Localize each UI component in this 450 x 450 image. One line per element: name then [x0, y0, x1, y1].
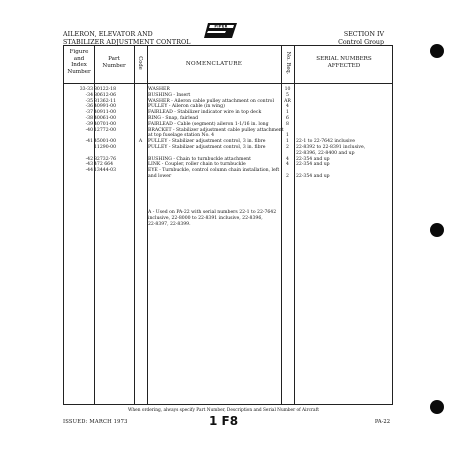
quantity-cell: 4	[286, 156, 289, 162]
nomenclature-cell: at top fuselage station No. 4	[148, 133, 215, 139]
part-number-cell: 80122-18	[94, 87, 117, 92]
figure-index-cell: -37	[85, 110, 93, 116]
serial-cell: 22-8392 to 22-8391 inclusive,	[296, 145, 366, 150]
figure-index-cell: -38	[85, 116, 93, 121]
code-note	[148, 210, 276, 227]
quantity-cell: 6	[286, 116, 289, 121]
binder-hole-middle	[430, 223, 444, 237]
section-label	[338, 31, 384, 46]
code-cell: A	[138, 139, 143, 145]
quantity-cell: 2	[286, 174, 289, 179]
part-number-cell: 80612-06	[94, 92, 117, 98]
quantity-cell: 10	[284, 87, 291, 92]
figure-index-cell: 33-33	[79, 87, 93, 92]
part-number-cell: 82732-76	[94, 156, 117, 162]
figure-index-cell: -35	[85, 98, 93, 104]
quantity-cell: 5	[286, 92, 289, 98]
page-code: PA-22	[374, 419, 390, 425]
code-note-line: A - Used on PA-22 with serial numbers 22-1 to 22-7642	[148, 210, 277, 215]
part-number-header: Part Number	[102, 56, 126, 69]
part-number-cell: 40701-00	[94, 121, 117, 127]
table-row	[64, 174, 394, 180]
code-header: Code	[137, 56, 143, 70]
quantity-cell: 4	[286, 162, 289, 168]
quantity-cell: 1	[286, 110, 289, 116]
serial-cell: 22-1 to 22-7642 inclusive	[296, 139, 355, 145]
nomenclature-cell: BUSHING - Chain to turnbuckle attachment	[148, 156, 251, 162]
nomenclature-cell: FAIRLEAD - Cable (segment) aileron 1-1/16 in. long	[148, 121, 269, 127]
quantity-cell: 4	[286, 104, 289, 110]
nomenclature-cell: PULLEY - Stabilizer adjustment control, 3 in. fibre	[148, 139, 266, 145]
nomenclature-cell: EYE - Turnbuckle, control column chain installation, left	[148, 168, 280, 174]
figure-index-cell: -42	[85, 156, 93, 162]
svg-text:PIPER: PIPER	[214, 24, 228, 29]
ordering-note: When ordering, always specify Part Number, Description and Serial Number of Aircraft	[128, 408, 319, 413]
header-divider	[64, 83, 392, 84]
issue-date: ISSUED: MARCH 1973	[63, 419, 128, 425]
part-number-cell: 81362-11	[94, 98, 117, 104]
part-number-cell: 40061-00	[94, 116, 117, 121]
code-note-line: inclusive, 22-8000 to 22-8391 inclusive, 22-8396,	[148, 215, 263, 221]
part-number-cell: 11290-00	[94, 145, 117, 150]
serial-cell: 22-354 and up	[296, 156, 330, 162]
part-number-cell: 40991-00	[94, 104, 117, 110]
quantity-cell: AR	[284, 98, 291, 104]
figure-index-header: Figure and Index Number	[67, 49, 91, 75]
section-group: Control Group	[338, 38, 384, 46]
nomenclature-cell: WASHER	[148, 87, 170, 92]
piper-logo	[204, 22, 238, 39]
qty-header: No. Req.	[285, 51, 291, 75]
nomenclature-cell: PULLEY - Stabilizer adjustment control, 3 in. fibre	[148, 145, 266, 150]
figure-index-cell: -39	[85, 121, 93, 127]
part-number-cell: 472 664	[94, 162, 113, 168]
quantity-cell: 2	[286, 145, 289, 150]
nomenclature-cell: BRACKET - Stabilizer adjustment cable pulley attachment	[148, 127, 284, 133]
figure-index-cell: -36	[85, 104, 93, 110]
serial-cell: 22-8396, 22-8400 and up	[296, 150, 355, 156]
nomenclature-cell: PULLEY - Aileron cable (in wing)	[148, 104, 225, 110]
part-number-cell: 40911-00	[94, 110, 117, 116]
figure-index-cell: -44	[85, 168, 93, 174]
serial-cell: 22-354 and up	[296, 174, 330, 179]
serial-header: SERIAL NUMBERS AFFECTED	[316, 56, 372, 69]
figure-index-cell: -40	[85, 127, 93, 133]
section-title-line-2: STABILIZER ADJUSTMENT CONTROL	[63, 38, 191, 46]
section-title-line-1: AILERON, ELEVATOR AND	[63, 31, 153, 38]
binder-hole-bottom	[430, 400, 444, 414]
nomenclature-cell: LINK - Coupler, roller chain to turnbuckle	[148, 162, 246, 168]
nomenclature-cell: BUSHING - Insert	[148, 92, 191, 98]
nomenclature-cell: WASHER - Aileron cable pulley attachment on control	[148, 98, 274, 104]
nomenclature-header: NOMENCLATURE	[185, 61, 243, 67]
nomenclature-cell: FAIRLEAD - Stabilizer indicator wire in top deck	[148, 110, 262, 116]
section-number: SECTION IV	[343, 31, 384, 38]
part-number-cell: 13444-03	[94, 168, 117, 174]
code-note-line: 22-8397, 22-8399.	[148, 221, 191, 227]
serial-cell: 22-354 and up	[296, 162, 330, 168]
figure-index-cell: -41	[85, 139, 93, 145]
page-number: 1 F8	[209, 414, 239, 428]
part-number-cell: 45001-00	[94, 139, 117, 145]
quantity-cell: 1	[286, 139, 289, 145]
quantity-cell: 8	[286, 121, 289, 127]
binder-hole-top	[430, 44, 444, 58]
parts-table	[63, 45, 393, 405]
part-number-cell: 12772-00	[94, 127, 117, 133]
nomenclature-cell: and lower	[148, 174, 172, 179]
nomenclature-cell: RING - Snap, fairlead	[148, 116, 199, 121]
figure-index-cell: -43	[85, 162, 93, 168]
quantity-cell: 1	[286, 133, 289, 139]
figure-index-cell: -34	[85, 92, 93, 98]
section-title	[63, 31, 191, 46]
